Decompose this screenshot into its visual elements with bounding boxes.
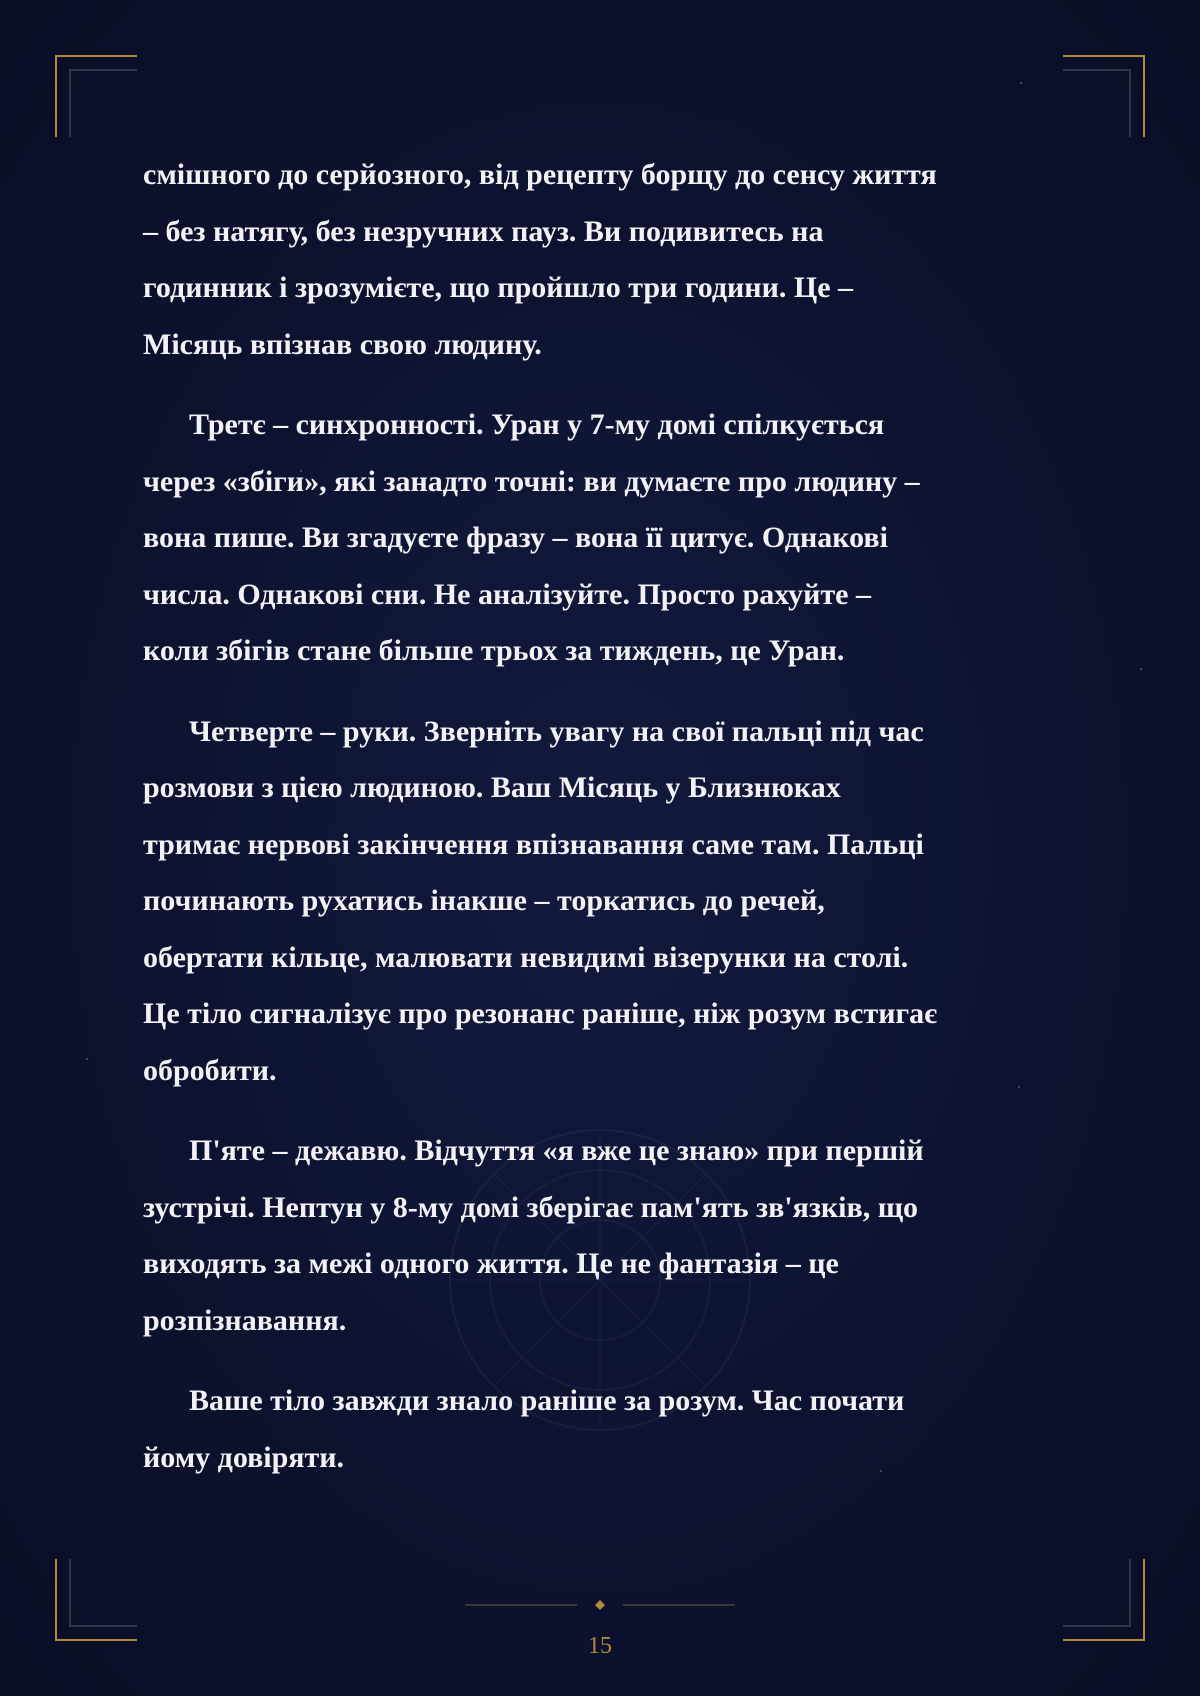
body-text bbox=[143, 147, 1063, 1510]
text-line: обертати кільце, малювати невидимі візерунки на столі. bbox=[143, 940, 909, 974]
text-line: смішного до серйозного, від рецепту борщу до сенсу життя bbox=[143, 158, 937, 191]
text-line: розпізнавання. bbox=[143, 1303, 347, 1337]
star-decoration bbox=[1140, 668, 1142, 670]
text-line: тримає нервові закінчення впізнавання саме там. Пальці bbox=[143, 827, 924, 861]
text-line: зустрічі. Нептун у 8-му домі зберігає пам'ять зв'язків, що bbox=[143, 1190, 919, 1224]
paragraph bbox=[143, 397, 1063, 680]
star-decoration bbox=[86, 1058, 88, 1060]
text-line: починають рухатись інакше – торкатись до речей, bbox=[143, 884, 825, 917]
text-line: Місяць впізнав свою людину. bbox=[143, 327, 542, 361]
paragraph bbox=[143, 704, 1063, 1100]
text-line: числа. Однакові сни. Не аналізуйте. Просто рахуйте – bbox=[143, 577, 871, 611]
corner-bracket-icon bbox=[1063, 55, 1145, 137]
text-line: коли збігів стане більше трьох за тиждень, це Уран. bbox=[143, 634, 845, 667]
text-line: вона пише. Ви згадуєте фразу – вона її цитує. Однакові bbox=[143, 521, 888, 554]
diamond-divider-icon bbox=[465, 1595, 735, 1615]
text-line: через «збіги», які занадто точні: ви думаєте про людину – bbox=[143, 464, 920, 498]
text-line: Третє – синхронності. Уран у 7-му домі спілкується bbox=[189, 408, 885, 441]
paragraph bbox=[143, 1123, 1063, 1349]
text-line: П'яте – дежавю. Відчуття «я вже це знаю» при першій bbox=[189, 1134, 924, 1167]
text-line: годинник і зрозумієте, що пройшло три години. Це – bbox=[143, 271, 854, 304]
text-line: Ваше тіло завжди знало раніше за розум. Час почати bbox=[189, 1384, 905, 1417]
corner-bracket-icon bbox=[55, 1559, 137, 1641]
page-number: 15 bbox=[588, 1633, 612, 1659]
corner-bracket-icon bbox=[1063, 1559, 1145, 1641]
text-line: обробити. bbox=[143, 1053, 277, 1087]
text-line: виходять за межі одного життя. Це не фантазія – це bbox=[143, 1247, 839, 1280]
paragraph bbox=[143, 1373, 1063, 1486]
text-line: – без натягу, без незручних пауз. Ви подивитесь на bbox=[143, 214, 824, 248]
corner-bracket-icon bbox=[55, 55, 137, 137]
text-line: йому довіряти. bbox=[143, 1440, 345, 1474]
text-line: Це тіло сигналізує про резонанс раніше, ніж розум встигає bbox=[143, 997, 938, 1030]
paragraph bbox=[143, 147, 1063, 373]
text-line: розмови з цією людиною. Ваш Місяць у Близнюках bbox=[143, 771, 841, 804]
star-decoration bbox=[1020, 82, 1022, 84]
text-line: Четверте – руки. Зверніть увагу на свої пальці під час bbox=[189, 714, 924, 748]
